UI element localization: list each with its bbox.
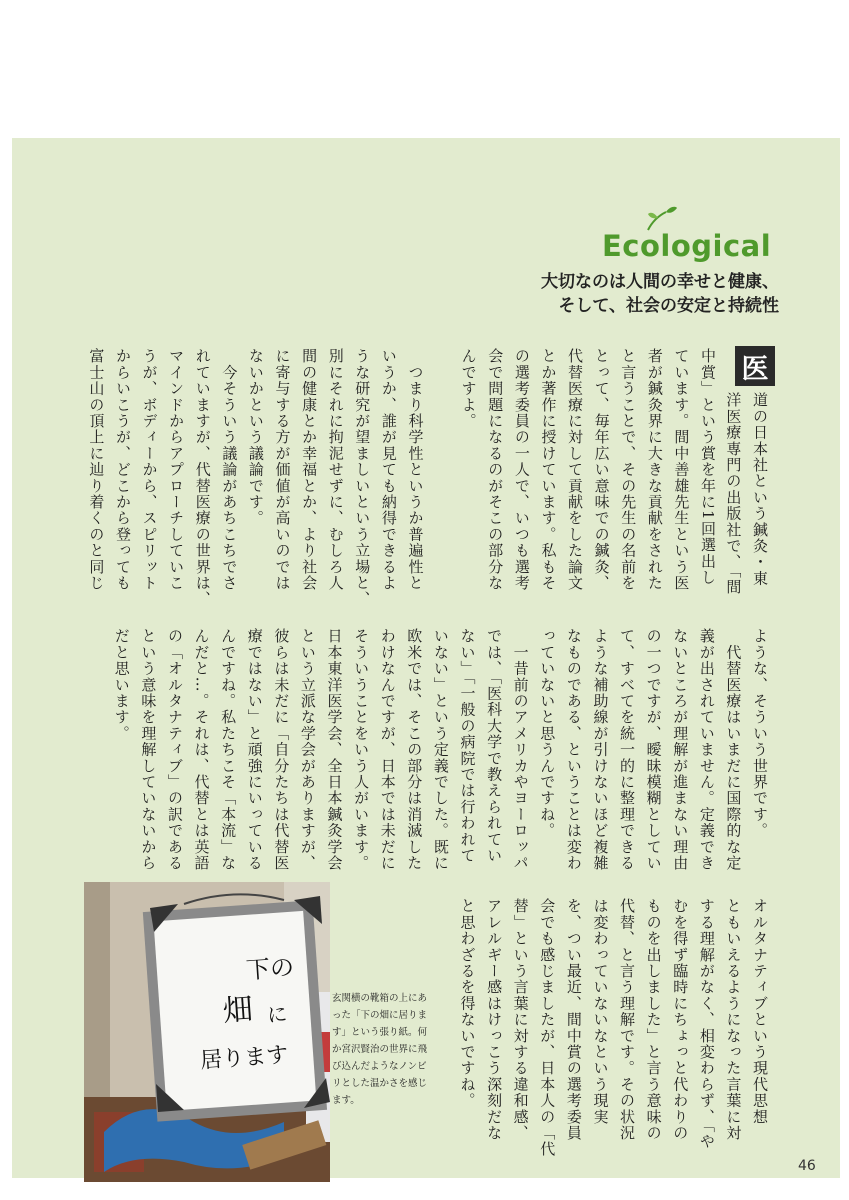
brand-title: Ecological [602, 229, 772, 263]
headline-line-1: 大切なのは人間の幸せと健康、 [541, 272, 779, 292]
article-column-middle: ような、そういう世界です。 代替医療はいまだに国際的な定 義が出されていません。定義でき ないところが理解が進まない理由 の一つですが、曖昧模糊としてい て、すべてを統一的に整理できる ような補助線が引けないほど複雑 なものである、ということは変わ っていないと思うんですね。 一昔前のアメリカやヨーロッパ では、「医科大学で教えられてい ない」「一般の病院では行われて いない」という定義でした。既に 欧米では、そこの部分は消滅した わけなんですが、日本では未だに そういうことをいう人がいます。 日本東洋医学会、全日本鍼灸学会 という立派な学会がありますが、 彼らは未だに「自分たちは代替医 療ではない」と頑強にいっている んですね。私たちこそ「本流」な んだと…。それは、代替とは英語 の「オルタナティブ」の訳である という意味を理解していないから だと思います。 [112, 628, 769, 871]
sign-text-line-3: に [266, 1001, 289, 1028]
photo-sign-on-shoebox [84, 882, 330, 1182]
page-number: 46 [798, 1158, 816, 1174]
article-column-opening: 道の日本社という鍼灸・東 洋医療専門の出版社で、「間 [724, 392, 769, 596]
sign-text-line-4: 居ります [199, 1042, 290, 1074]
headline [541, 270, 779, 318]
article-column-lower: オルタナティブという現代思想 ともいえるようになった言葉に対 する理解がなく、相変わらず、「や むを得ず臨時にちょっと代わりの ものを出しました」と言う意味の 代替、と言う理解です。その状況 は変わっていないなという現実 を、つい最近、間中賞の選考委員 会でも感じましたが、日本人の「代 替」という言葉に対する違和感、 アレルギー感はけっこう深刻だな と思わざるを得ないですね。 [458, 898, 769, 1158]
sign-text-line-1: 下の [245, 953, 295, 985]
photo-caption: 玄関横の靴箱の上にあった「下の畑に居ります」という張り紙。何か宮沢賢治の世界に飛び込んだようなノンビリとした温かさを感じます。 [332, 993, 428, 1106]
sign-text-line-2: 畑 [221, 992, 255, 1030]
photo-illustration [84, 882, 330, 1182]
drop-cap: 医 [735, 346, 775, 386]
article-column-upper: 中賞」という賞を年に1回選出し ています。間中善雄先生という医 者が鍼灸界に大きな貢献をされた と言うことで、その先生の名前を とって、毎年広い意味での鍼灸、 代替医療に対して貢献をした論文 とか著作に授けています。私もそ の選考委員の一人で、いつも選考 会で問題になるのがそこの部分な んですよ。 つまり科学性というか普遍性と いうか、誰が見ても納得できるよ うな研究が望ましいという立場と、 別にそれに拘泥せずに、むしろ人 間の健康とか幸福とか、より社会 に寄与する方が価値が高いのでは ないかという議論です。 今そういう議論があちこちでさ れていますが、代替医療の世界は、 マインドからアプローチしていこ うが、ボディーから、スピリット からいこうが、どこから登っても 富士山の頂上に辿り着くのと同じ [87, 348, 717, 608]
headline-line-2: そして、社会の安定と持続性 [558, 296, 779, 316]
